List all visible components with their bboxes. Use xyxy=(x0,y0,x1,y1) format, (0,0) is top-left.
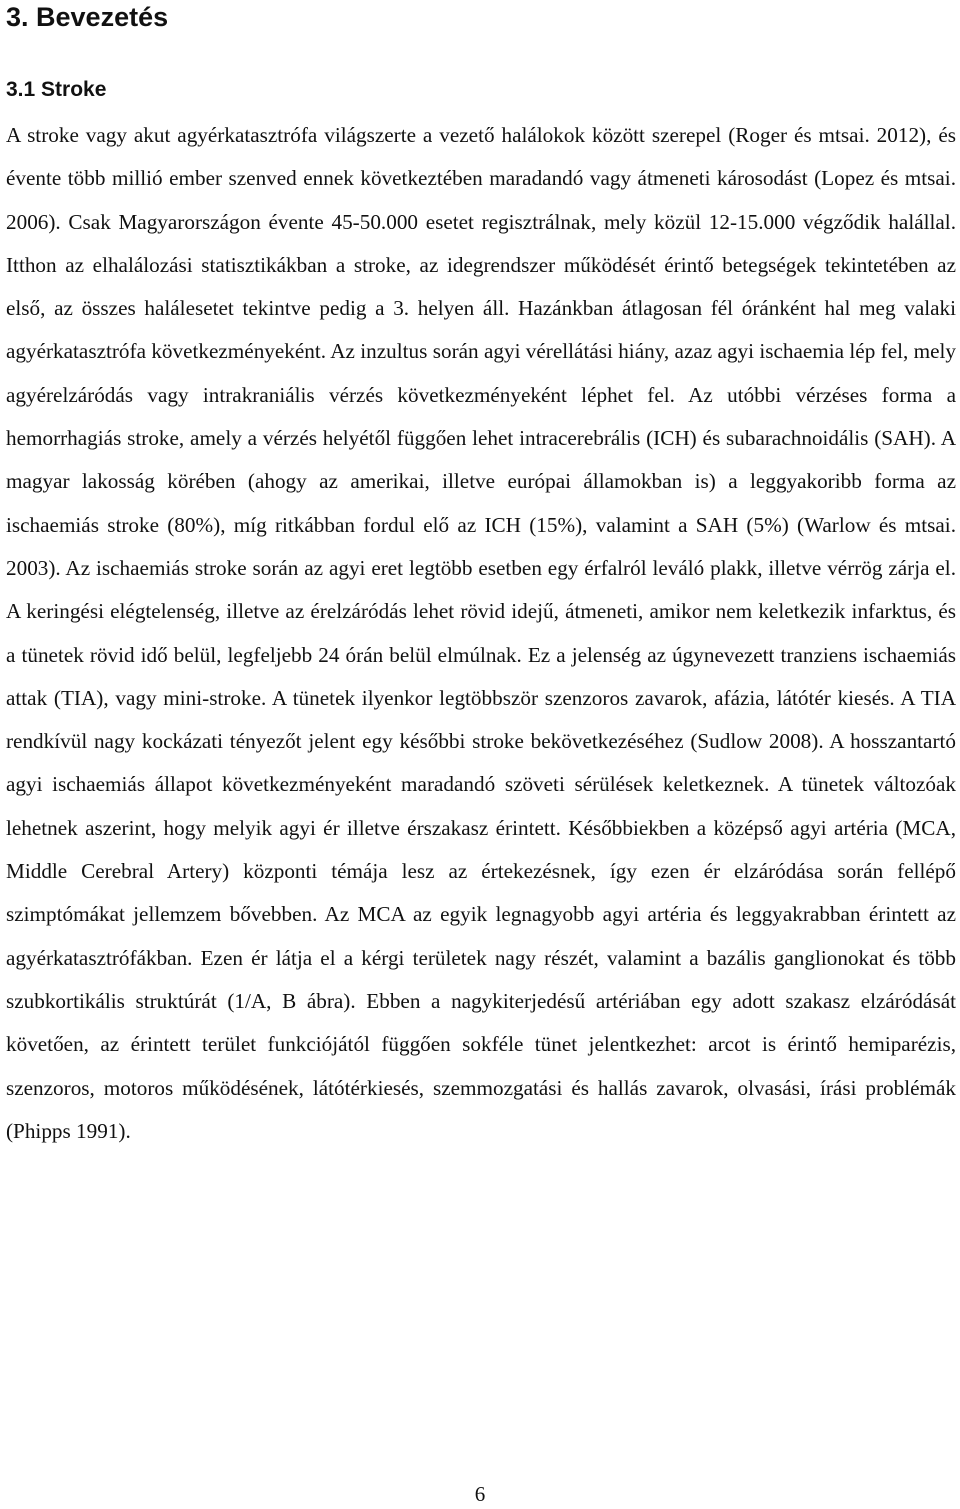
section-title: 3.1 Stroke xyxy=(6,78,107,101)
chapter-title: 3. Bevezetés xyxy=(6,2,169,32)
body-paragraph: A stroke vagy akut agyérkatasztrófa világszerte a vezető halálokok között szerepel (Roger és mtsai. 2012), és évente több millió ember szenved ennek következtében maradandó vagy átmeneti károsodást (Lopez és mtsai. 2006). Csak Magyarországon évente 45-50.000 esetet regisztrálnak, mely közül 12-15.000 végződik halállal. Itthon az elhalálozási statisztikákban a stroke, az idegrendszer működését érintő betegségek tekintetében az első, az összes halálesetet tekintve pedig a 3. helyen áll. Hazánkban átlagosan fél óránként hal meg valaki agyérkatasztrófa következményeként. Az inzultus során agyi vérellátási hiány, azaz agyi ischaemia lép fel, mely agyérelzáródás vagy intrakraniális vérzés következményeként léphet fel. Az utóbbi vérzéses forma a hemorrhagiás stroke, amely a vérzés helyétől függően lehet intracerebrális (ICH) és subarachnoidális (SAH). A magyar lakosság körében (ahogy az amerikai, illetve európai államokban is) a leggyakoribb forma az ischaemiás stroke (80%), míg ritkábban fordul elő az ICH (15%), valamint a SAH (5%) (Warlow és mtsai. 2003). Az ischaemiás stroke során az agyi eret legtöbb esetben egy érfalról leváló plakk, illetve vérrög zárja el. A keringési elégtelenség, illetve az érelzáródás lehet rövid idejű, átmeneti, amikor nem keletkezik infarktus, és a tünetek rövid idő belül, legfeljebb 24 órán belül elmúlnak. Ez a jelenség az úgynevezett tranziens ischaemiás attak (TIA), vagy mini-stroke. A tünetek ilyenkor legtöbbször szenzoros zavarok, afázia, látótér kiesés. A TIA rendkívül nagy kockázati tényezőt jelent egy későbbi stroke bekövetkezéséhez (Sudlow 2008). A hosszantartó agyi ischaemiás állapot következményeként maradandó szöveti sérülések keletkeznek. A tünetek változóak lehetnek aszerint, hogy melyik agyi ér illetve érszakasz érintett. Későbbiekben a középső agyi artéria (MCA, Middle Cerebral Artery) központi témája lesz az értekezésnek, így ezen ér elzáródása során fellépő szimptómákat jellemzem bővebben. Az MCA az egyik legnagyobb agyi artéria és leggyakrabban érintett az agyérkatasztrófákban. Ezen ér látja el a kérgi területek nagy részét, valamint a bazális ganglionokat és több szubkortikális struktúrát (1/A, B ábra). Ebben a nagykiterjedésű artériában egy adott szakasz elzáródását követően, az érintett terület funkciójától függően sokféle tünet jelentkezhet: arcot is érintő hemiparézis, szenzoros, motoros működésének, látótérkiesés, szemmozgatási és hallás zavarok, olvasási, írási problémák (Phipps 1991). xyxy=(6,123,956,1143)
page-number: 6 xyxy=(474,1482,486,1506)
